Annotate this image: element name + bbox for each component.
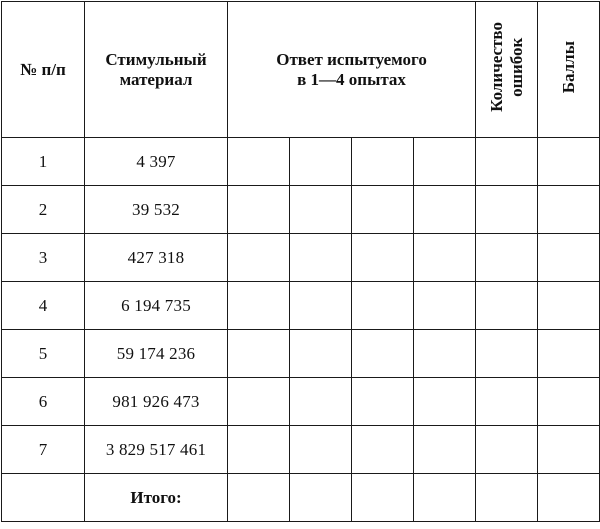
answer-cell-4 [414, 186, 476, 234]
answer-cell-4 [414, 282, 476, 330]
answer-cell-2 [290, 474, 352, 522]
errors-cell [476, 330, 538, 378]
answer-cell-3 [352, 234, 414, 282]
answer-cell-2 [290, 234, 352, 282]
row-number: 7 [2, 426, 85, 474]
answer-cell-3 [352, 186, 414, 234]
answer-cell-4 [414, 378, 476, 426]
errors-cell [476, 426, 538, 474]
table-row [2, 186, 600, 234]
answer-cell-1 [228, 378, 290, 426]
answer-cell-1 [228, 426, 290, 474]
row-number: 2 [2, 186, 85, 234]
points-cell [538, 330, 600, 378]
points-cell [538, 426, 600, 474]
row-number: 3 [2, 234, 85, 282]
answer-cell-1 [228, 282, 290, 330]
header-number: № п/п [2, 2, 85, 138]
answer-cell-3 [352, 138, 414, 186]
errors-cell [476, 186, 538, 234]
row-stimulus: 427 318 [85, 234, 228, 282]
errors-cell [476, 474, 538, 522]
answer-cell-1 [228, 138, 290, 186]
answer-cell-2 [290, 186, 352, 234]
header-row [2, 2, 600, 138]
header-stimulus: Стимульный материал [85, 2, 228, 138]
answer-cell-1 [228, 234, 290, 282]
answer-cell-1 [228, 186, 290, 234]
errors-cell [476, 282, 538, 330]
total-label: Итого: [85, 474, 228, 522]
answer-cell-4 [414, 474, 476, 522]
answer-cell-4 [414, 234, 476, 282]
header-points: Баллы [538, 2, 600, 138]
header-answer: Ответ испытуемого в 1—4 опытах [228, 2, 476, 138]
row-stimulus: 6 194 735 [85, 282, 228, 330]
answer-cell-1 [228, 474, 290, 522]
answer-cell-2 [290, 378, 352, 426]
points-cell [538, 138, 600, 186]
answer-cell-4 [414, 426, 476, 474]
points-cell [538, 234, 600, 282]
table-row [2, 138, 600, 186]
errors-cell [476, 378, 538, 426]
points-cell [538, 186, 600, 234]
row-stimulus: 981 926 473 [85, 378, 228, 426]
table-row [2, 282, 600, 330]
table-row [2, 330, 600, 378]
errors-cell [476, 138, 538, 186]
answer-cell-2 [290, 282, 352, 330]
row-number: 6 [2, 378, 85, 426]
memory-test-table [1, 1, 600, 522]
row-stimulus: 4 397 [85, 138, 228, 186]
row-stimulus: 3 829 517 461 [85, 426, 228, 474]
table-row [2, 378, 600, 426]
answer-cell-4 [414, 330, 476, 378]
answer-cell-3 [352, 282, 414, 330]
answer-cell-3 [352, 378, 414, 426]
row-stimulus: 59 174 236 [85, 330, 228, 378]
answer-cell-2 [290, 138, 352, 186]
answer-cell-4 [414, 138, 476, 186]
answer-cell-2 [290, 330, 352, 378]
table-row [2, 234, 600, 282]
table-row [2, 426, 600, 474]
total-row [2, 474, 600, 522]
answer-cell-3 [352, 330, 414, 378]
points-cell [538, 282, 600, 330]
points-cell [538, 378, 600, 426]
answer-cell-2 [290, 426, 352, 474]
points-cell [538, 474, 600, 522]
answer-cell-1 [228, 330, 290, 378]
row-number: 5 [2, 330, 85, 378]
answer-cell-3 [352, 474, 414, 522]
header-errors: Количество ошибок [476, 2, 538, 138]
row-number: 1 [2, 138, 85, 186]
answer-cell-3 [352, 426, 414, 474]
total-empty-cell [2, 474, 85, 522]
row-number: 4 [2, 282, 85, 330]
row-stimulus: 39 532 [85, 186, 228, 234]
errors-cell [476, 234, 538, 282]
